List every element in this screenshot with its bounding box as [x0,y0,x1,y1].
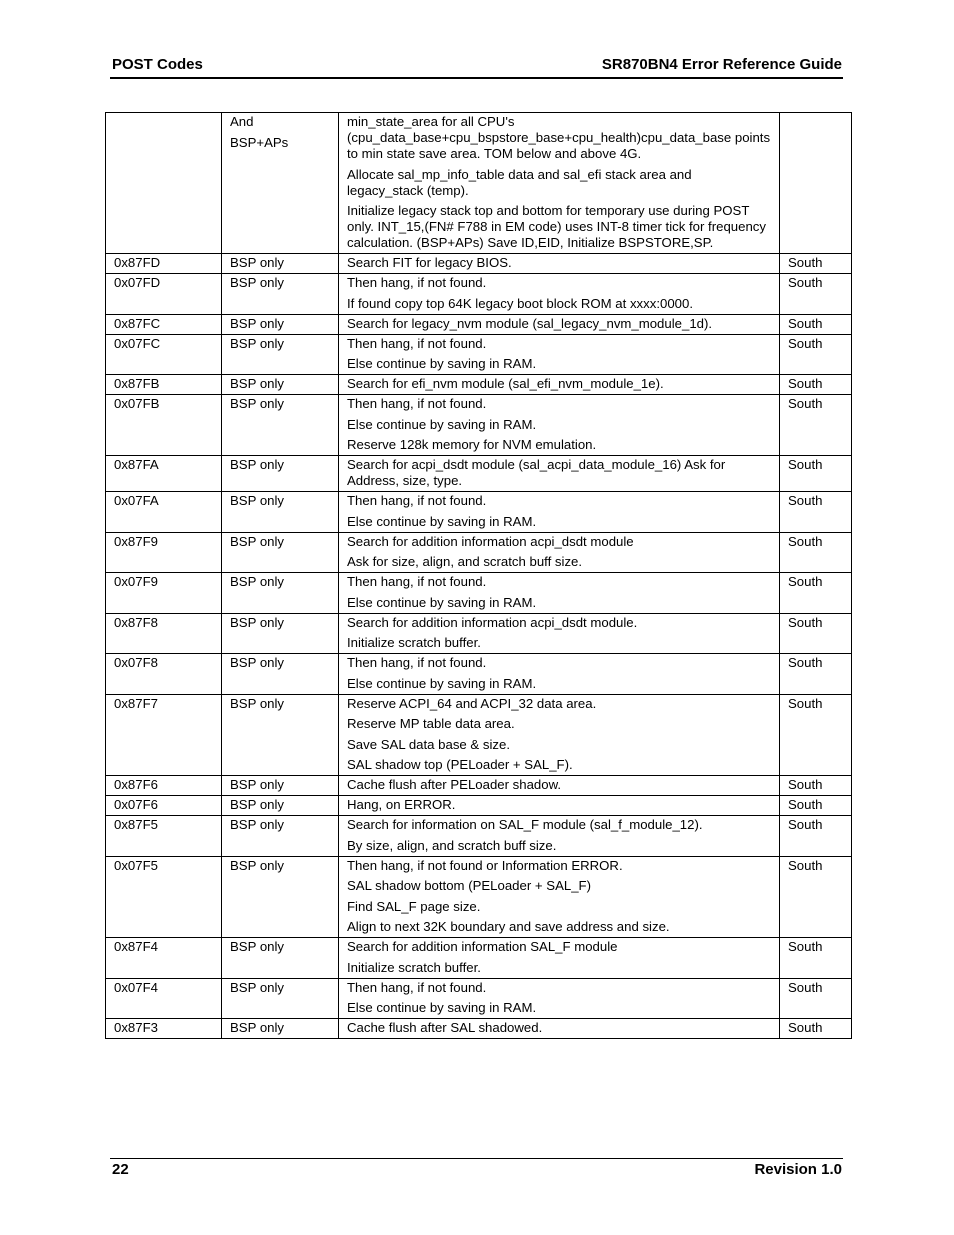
processor-cell [222,375,339,395]
post-code-cell: 0x07F8 [106,654,222,695]
table-row [106,314,852,334]
processor-line: BSP only [230,396,285,411]
bridge-cell: South [780,254,852,274]
post-code-cell [106,113,222,254]
bridge-cell: South [780,492,852,533]
description-cell [339,694,780,776]
post-code-cell: 0x87F6 [106,776,222,796]
post-code-cell: 0x87F5 [106,816,222,857]
description-cell [339,1019,780,1039]
description-line: Initialize legacy stack top and bottom for temporary use during POST only. INT_15,(FN# F788 in EM code) uses INT-8 timer tick for frequency calculation. (BSP+APs) Save ID,EID, Initialize BSPSTORE,SP. [347,203,766,250]
processor-cell [222,654,339,695]
description-cell [339,314,780,334]
processor-cell [222,1019,339,1039]
table-row [106,1019,852,1039]
processor-line: BSP only [230,979,285,995]
post-code-cell: 0x87F7 [106,694,222,776]
description-cell [339,334,780,375]
post-code-cell: 0x87FD [106,254,222,274]
table-row [106,274,852,315]
processor-line: BSP only [230,574,285,589]
table-row [106,254,852,274]
description-line: min_state_area for all CPU's (cpu_data_base+cpu_bspstore_base+cpu_health)cpu_data_base points to min state save area. TOM below and above 4G. [347,114,771,161]
description-line: Allocate sal_mp_info_table data and sal_efi stack area and legacy_stack (temp). [347,166,692,198]
description-line: Cache flush after PELoader shadow. [347,777,562,792]
description-cell [339,395,780,456]
description-line: Then hang, if not found or Information ERROR. [347,857,623,873]
processor-line: BSP+APs [230,134,289,150]
processor-cell [222,856,339,938]
description-cell [339,978,780,1019]
processor-cell [222,573,339,614]
processor-cell [222,395,339,456]
table-row [106,613,852,654]
processor-cell [222,532,339,573]
page-footer [112,1161,842,1181]
description-line: Search for addition information acpi_dsdt module. [347,614,638,630]
processor-cell [222,492,339,533]
processor-line: BSP only [230,335,285,351]
table-row [106,694,852,776]
revision-label: Revision 1.0 [754,1161,842,1178]
description-line: Search for efi_nvm module (sal_efi_nvm_module_1e). [347,376,664,391]
description-line: Then hang, if not found. [347,979,487,995]
post-code-table-container [105,112,851,1039]
description-line: Else continue by saving in RAM. [347,594,537,610]
bridge-cell: South [780,978,852,1019]
bridge-cell: South [780,456,852,492]
post-code-table-body [106,113,852,1039]
description-cell [339,456,780,492]
bridge-cell: South [780,334,852,375]
bridge-cell: South [780,532,852,573]
description-line: Then hang, if not found. [347,275,487,290]
processor-cell [222,816,339,857]
processor-line: BSP only [230,376,285,391]
description-line: Search for legacy_nvm module (sal_legacy_nvm_module_1d). [347,315,713,331]
processor-line: BSP only [230,255,285,270]
description-line: Ask for size, align, and scratch buff size. [347,554,583,569]
description-cell [339,796,780,816]
description-line: By size, align, and scratch buff size. [347,837,557,853]
bridge-cell: South [780,573,852,614]
bridge-cell: South [780,796,852,816]
table-row [106,334,852,375]
post-code-cell: 0x87FB [106,375,222,395]
bridge-cell: South [780,816,852,857]
description-line: Save SAL data base & size. [347,736,510,752]
bridge-cell: South [780,776,852,796]
description-line: Align to next 32K boundary and save address and size. [347,919,670,934]
description-cell [339,375,780,395]
bridge-cell: South [780,856,852,938]
processor-cell [222,694,339,776]
description-line: Search FIT for legacy BIOS. [347,255,512,270]
table-row [106,796,852,816]
footer-rule [110,1158,843,1159]
processor-cell [222,456,339,492]
table-row [106,938,852,979]
description-line: Then hang, if not found. [347,396,487,411]
table-row [106,375,852,395]
processor-line: And [230,114,254,129]
post-code-cell: 0x07F4 [106,978,222,1019]
processor-cell [222,274,339,315]
bridge-cell: South [780,654,852,695]
header-section-title: POST Codes [112,56,203,73]
bridge-cell: South [780,274,852,315]
header-rule [110,77,843,79]
table-row [106,573,852,614]
header-document-title: SR870BN4 Error Reference Guide [601,56,842,73]
processor-cell [222,796,339,816]
description-cell [339,254,780,274]
post-code-cell: 0x87F4 [106,938,222,979]
table-row [106,776,852,796]
processor-cell [222,314,339,334]
processor-line: BSP only [230,817,285,832]
bridge-cell: South [780,395,852,456]
post-code-cell: 0x07FC [106,334,222,375]
description-line: Else continue by saving in RAM. [347,416,537,432]
description-line: Then hang, if not found. [347,655,487,670]
processor-cell [222,938,339,979]
processor-cell [222,978,339,1019]
description-line: Reserve 128k memory for NVM emulation. [347,437,597,452]
processor-cell [222,613,339,654]
processor-line: BSP only [230,614,285,630]
description-cell [339,113,780,254]
table-row [106,856,852,938]
post-code-cell: 0x87FC [106,314,222,334]
bridge-cell [780,113,852,254]
description-line: Else continue by saving in RAM. [347,513,537,529]
description-line: Initialize scratch buffer. [347,635,481,650]
description-line: Else continue by saving in RAM. [347,1000,537,1015]
post-code-cell: 0x07F9 [106,573,222,614]
description-cell [339,613,780,654]
description-line: If found copy top 64K legacy boot block ROM at xxxx:0000. [347,295,693,311]
description-line: Find SAL_F page size. [347,898,481,914]
table-row [106,654,852,695]
processor-line: BSP only [230,315,285,331]
post-code-cell: 0x07FB [106,395,222,456]
processor-line: BSP only [230,939,285,954]
table-row [106,113,852,254]
bridge-cell: South [780,375,852,395]
description-cell [339,492,780,533]
post-code-cell: 0x07F6 [106,796,222,816]
description-line: Reserve ACPI_64 and ACPI_32 data area. [347,695,597,711]
processor-line: BSP only [230,275,285,290]
bridge-cell: South [780,613,852,654]
processor-cell [222,113,339,254]
description-line: Search for information on SAL_F module (sal_f_module_12). [347,817,703,832]
table-row [106,532,852,573]
page-header [112,56,842,78]
page-number: 22 [112,1161,129,1178]
table-row [106,816,852,857]
description-cell [339,816,780,857]
processor-line: BSP only [230,533,285,549]
processor-line: BSP only [230,857,285,873]
description-cell [339,776,780,796]
description-cell [339,856,780,938]
processor-line: BSP only [230,655,285,670]
description-line: Search for acpi_dsdt module (sal_acpi_data_module_16) Ask for Address, size, type. [347,457,726,488]
bridge-cell: South [780,314,852,334]
table-row [106,978,852,1019]
processor-line: BSP only [230,695,285,711]
processor-cell [222,776,339,796]
processor-line: BSP only [230,797,285,812]
table-row [106,456,852,492]
processor-line: BSP only [230,777,285,792]
post-code-cell: 0x07F5 [106,856,222,938]
description-cell [339,274,780,315]
post-code-cell: 0x87F9 [106,532,222,573]
description-line: Then hang, if not found. [347,574,487,589]
description-cell [339,938,780,979]
table-row [106,492,852,533]
description-line: Hang, on ERROR. [347,797,456,812]
description-line: Search for addition information SAL_F module [347,939,618,954]
description-line: Else continue by saving in RAM. [347,356,537,371]
processor-cell [222,334,339,375]
description-line: Then hang, if not found. [347,493,487,508]
description-line: Search for addition information acpi_dsdt module [347,533,634,549]
table-row [106,395,852,456]
processor-line: BSP only [230,457,285,472]
bridge-cell: South [780,938,852,979]
description-line: Then hang, if not found. [347,335,487,351]
processor-line: BSP only [230,493,285,508]
processor-line: BSP only [230,1020,285,1035]
description-line: Initialize scratch buffer. [347,959,481,975]
post-code-cell: 0x87F3 [106,1019,222,1039]
post-code-cell: 0x87F8 [106,613,222,654]
description-line: Else continue by saving in RAM. [347,675,537,691]
bridge-cell: South [780,1019,852,1039]
post-code-cell: 0x87FA [106,456,222,492]
description-line: Reserve MP table data area. [347,716,515,731]
post-code-cell: 0x07FA [106,492,222,533]
post-code-cell: 0x07FD [106,274,222,315]
description-line: SAL shadow top (PELoader + SAL_F). [347,757,573,772]
description-line: SAL shadow bottom (PELoader + SAL_F) [347,878,591,893]
description-cell [339,573,780,614]
bridge-cell: South [780,694,852,776]
processor-cell [222,254,339,274]
description-line: Cache flush after SAL shadowed. [347,1020,543,1035]
description-cell [339,532,780,573]
description-cell [339,654,780,695]
post-code-table [105,112,852,1039]
